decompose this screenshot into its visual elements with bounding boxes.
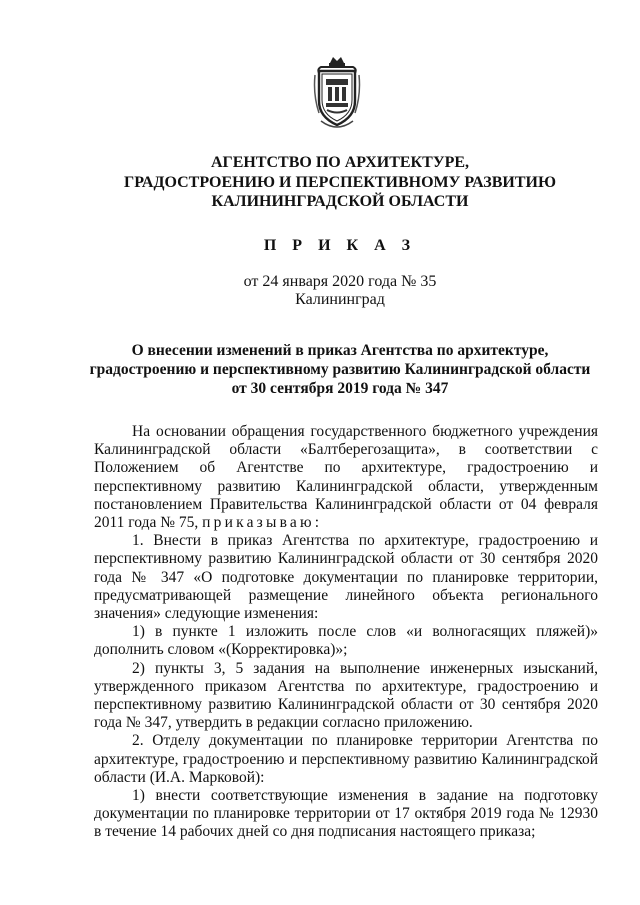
paragraph-1-item-1: 1) в пункте 1 изложить после слов «и волногасящих пляжей)» дополнить словом «(Корректировка)»; bbox=[94, 623, 598, 659]
document-body bbox=[94, 423, 598, 842]
agency-name bbox=[60, 153, 620, 212]
subject-line-2: градостроению и перспективному развитию Калининградской области bbox=[89, 361, 591, 378]
document-subject bbox=[60, 341, 620, 398]
subject-line-3: от 30 сентября 2019 года № 347 bbox=[231, 380, 449, 397]
order-word: приказываю: bbox=[202, 514, 323, 532]
preamble-text: На основании обращения государственного бюджетного учреждения Калининградской области «Балтберегозащита», в соответствии с Положением об Агентстве по архитектуре, градостроению и перспективному развитию Калининградской области, утвержденным постановлением Правительства Калининградской области от 04 февраля 2011 года № 75, bbox=[94, 423, 598, 532]
preamble-paragraph bbox=[94, 423, 598, 532]
subject-line-1: О внесении изменений в приказ Агентства по архитектуре, bbox=[131, 342, 549, 359]
agency-line-3: КАЛИНИНГРАДСКОЙ ОБЛАСТИ bbox=[211, 193, 469, 210]
paragraph-2: 2. Отделу документации по планировке территории Агентства по архитектуре, градостроению и перспективному развитию Калининградской области (И.А. Марковой): bbox=[94, 732, 598, 786]
document-type: П Р И К А З bbox=[263, 237, 417, 254]
document-date-number: от 24 января 2020 года № 35 bbox=[243, 273, 437, 290]
paragraph-1: 1. Внести в приказ Агентства по архитектуре, градостроению и перспективному развитию Калининградской области от 30 сентября 2020 года № 347 «О подготовке документации по планировке территории, предусматривающей размещение линейного объекта регионального значения» следующие изменения: bbox=[94, 532, 598, 623]
paragraph-2-item-1: 1) внести соответствующие изменения в задание на подготовку документации по планировке территории от 17 октября 2019 года № 12930 в течение 14 рабочих дней со дня подписания настоящего приказа; bbox=[94, 787, 598, 841]
coat-of-arms-icon bbox=[313, 55, 361, 133]
agency-line-2: ГРАДОСТРОЕНИЮ И ПЕРСПЕКТИВНОМУ РАЗВИТИЮ bbox=[124, 173, 556, 191]
document-city: Калининград bbox=[295, 291, 385, 308]
agency-line-1: АГЕНТСТВО ПО АРХИТЕКТУРЕ, bbox=[210, 154, 470, 171]
paragraph-1-item-2: 2) пункты 3, 5 задания на выполнение инженерных изысканий, утвержденного приказом Агентства по архитектуре, градостроению и перспективному развитию Калининградской области от 30 сентября 2020 года № 347, утвердить в редакции согласно приложению. bbox=[94, 659, 598, 732]
